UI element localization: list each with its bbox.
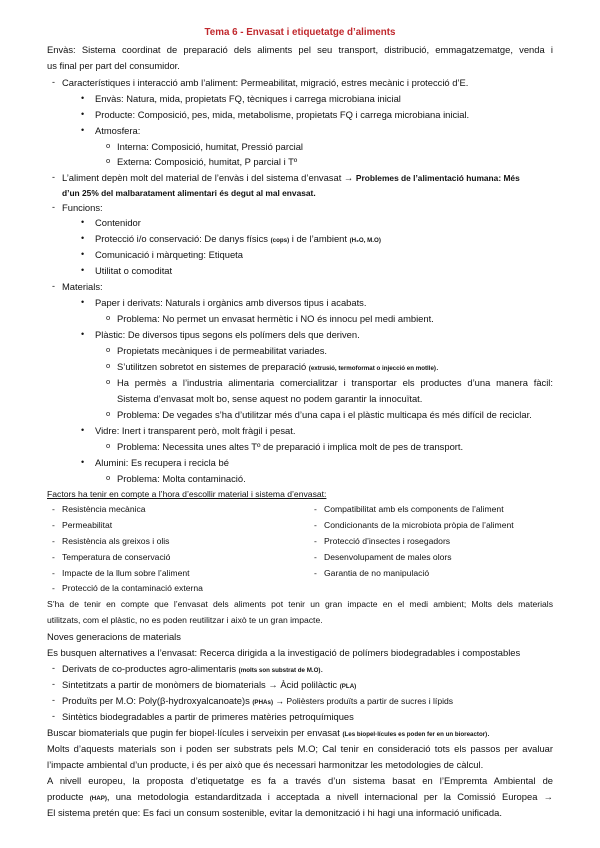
dash-bullet: -: [52, 695, 55, 705]
dependence-line: L’aliment depèn molt del material de l’envàs i del sistema d’envasat → Problemes de l’alimentació humana: Més: [62, 172, 520, 183]
impact-line-1: S’ha de tenir en compte que l’envasat dels aliments pot tenir un gran impacte en el medi ambient; Molts dels materials: [47, 599, 553, 609]
atmosfera-line: Atmosfera:: [95, 125, 141, 136]
plastic-industry-line: Ha permès a l’industria alimentaria comercialitzar i transportar els productes d’una manera fàcil:: [117, 377, 553, 388]
factor-left-item: Impacte de la llum sobre l’aliment: [62, 568, 190, 578]
circle-bullet: o: [106, 345, 111, 354]
dash-bullet: -: [314, 568, 317, 578]
factor-left-item: Resistència mecànica: [62, 504, 146, 514]
alumini-line: Alumini: Es recupera i recicla bé: [95, 457, 229, 468]
factors-heading: Factors ha tenir en compte a l’hora d’escollir material i sistema d’envasat:: [47, 489, 327, 499]
dot-bullet: •: [81, 265, 85, 275]
alumini-problem-line: Problema: Molta contaminació.: [117, 473, 246, 484]
substrats-line-2: l’impacte ambiental d’un producte, i és per això que és necessari harmonitzar les metodologies de càlcul.: [47, 759, 484, 770]
dot-bullet: •: [81, 217, 85, 227]
dash-bullet: -: [52, 552, 55, 562]
dot-bullet: •: [81, 329, 85, 339]
dash-bullet: -: [314, 504, 317, 514]
interna-line: Interna: Composició, humitat, Pressió parcial: [117, 141, 304, 152]
factor-right-item: Compatibilitat amb els components de l’aliment: [324, 504, 504, 514]
dash-bullet: -: [52, 77, 55, 87]
contenidor-line: Contenidor: [95, 217, 141, 228]
circle-bullet: o: [106, 361, 111, 370]
sintetitzats-line: Sintetitzats a partir de monòmers de biomaterials → Àcid polilàctic (PLA): [62, 679, 357, 690]
factor-left-item: Resistència als greixos i olis: [62, 536, 170, 546]
vidre-problem-line: Problema: Necessita unes altes Tº de preparació i implica molt de pes de transport.: [117, 441, 464, 452]
dash-bullet: -: [52, 536, 55, 546]
impact-line-2: utilitzats, com el plàstic, no es poden reutilitzar i això te un gran impacte.: [47, 615, 323, 625]
dot-bullet: •: [81, 457, 85, 467]
plastic-line: Plàstic: De diversos tipus segons els polímers dels que deriven.: [95, 329, 360, 340]
dot-bullet: •: [81, 109, 85, 119]
circle-bullet: o: [106, 473, 111, 482]
plastic-properties-line: Propietats mecàniques i de permeabilitat variades.: [117, 345, 328, 356]
dash-bullet: -: [52, 504, 55, 514]
dot-bullet: •: [81, 249, 85, 259]
dash-bullet: -: [52, 520, 55, 530]
europeu-line-2: producte (HAP), una metodologia estandarditzada i acceptada a nivell internacional per la Comissió Europea →: [47, 791, 553, 802]
comunicacio-line: Comunicació i màrqueting: Etiqueta: [95, 249, 243, 260]
europeu-line-1: A nivell europeu, la proposta d’etiquetatge es fa a través d’un sistema basat en l’Empremta Ambiental de: [47, 775, 553, 786]
envas-line: Envàs: Natura, mida, propietats FQ, tècniques i carrega microbiana inicial: [95, 93, 401, 104]
dash-bullet: -: [52, 202, 55, 212]
materials-heading: Materials:: [62, 281, 103, 292]
dot-bullet: •: [81, 425, 85, 435]
plastic-systems-line: S’utilitzen sobretot en sistemes de preparació (extrusió, termoformat o injecció en motlle).: [117, 361, 439, 372]
dash-bullet: -: [314, 520, 317, 530]
dot-bullet: •: [81, 93, 85, 103]
derivats-line: Derivats de co-productes agro-alimentaris (molts son substrat de M.O).: [62, 663, 324, 674]
characteristics-line: Característiques i interacció amb l’aliment: Permeabilitat, migració, estres mecànic i protecció d’E.: [62, 77, 469, 88]
circle-bullet: o: [106, 441, 111, 450]
document-title: Tema 6 - Envasat i etiquetatge d’aliments: [204, 27, 396, 38]
definition-line-1: Envàs: Sistema coordinat de preparació dels aliments pel seu transport, distribució, emmagatzematge, venda i: [47, 44, 553, 55]
noves-generacions-heading: Noves generacions de materials: [47, 631, 181, 642]
dash-bullet: -: [52, 663, 55, 673]
dash-bullet: -: [52, 711, 55, 721]
alternatives-line: Es busquen alternatives a l’envasat: Recerca dirigida a la investigació de polímers biodegradables i compostables: [47, 647, 521, 658]
plastic-problem-line: Problema: De vegades s’ha d’utilitzar més d’una capa i el plàstic multicapa és més difícil de reciclar.: [117, 409, 532, 420]
producte-line: Producte: Composició, pes, mida, metabolisme, propietats FQ i carrega microbiana inicial.: [95, 109, 470, 120]
externa-line: Externa: Composició, humitat, P parcial i Tº: [117, 156, 298, 167]
factor-right-item: Desenvolupament de males olors: [324, 552, 452, 562]
paper-line: Paper i derivats: Naturals i orgànics amb diversos tipus i acabats.: [95, 297, 367, 308]
dash-bullet: -: [52, 583, 55, 593]
factor-left-item: Temperatura de conservació: [62, 552, 171, 562]
circle-bullet: o: [106, 313, 111, 322]
factor-right-item: Garantia de no manipulació: [324, 568, 430, 578]
sintetics-line: Sintètics biodegradables a partir de primeres matèries petroquímiques: [62, 711, 354, 722]
dot-bullet: •: [81, 125, 85, 135]
factor-right-item: Protecció d’insectes i rosegadors: [324, 536, 451, 546]
factor-right-item: Condicionants de la microbiota pròpia de l’aliment: [324, 520, 514, 530]
dash-bullet: -: [314, 536, 317, 546]
sistema-line: El sistema pretén que: Es faci un consum sostenible, evitar la demonització i hi hagi una informació unificada.: [47, 807, 502, 818]
dash-bullet: -: [52, 172, 55, 182]
circle-bullet: o: [106, 409, 111, 418]
definition-line-2: us final per part del consumidor.: [47, 60, 180, 71]
substrats-line-1: Molts d’aquests materials son i poden ser substrats pels M.O; Cal tenir en consideració tots els passos per avaluar: [47, 743, 553, 754]
dash-bullet: -: [52, 679, 55, 689]
dash-bullet: -: [52, 568, 55, 578]
proteccio-line: Protecció i/o conservació: De danys físics (cops) i de l’ambient (H₂O, M.O): [95, 233, 381, 244]
paper-problem-line: Problema: No permet un envasat hermètic i NO és innocu pel medi ambient.: [117, 313, 434, 324]
dot-bullet: •: [81, 297, 85, 307]
dash-bullet: -: [52, 281, 55, 291]
vidre-line: Vidre: Inert i transparent però, molt fràgil i pesat.: [95, 425, 296, 436]
utilitat-line: Utilitat o comoditat: [95, 265, 173, 276]
circle-bullet: o: [106, 141, 111, 150]
produits-line: Produïts per M.O: Poly(β-hydroxyalcanoate)s (PHAs) → Polièsters produïts a partir de sucres i lípids: [62, 695, 454, 706]
factor-left-item: Protecció de la contaminació externa: [62, 583, 203, 593]
circle-bullet: o: [106, 377, 111, 386]
funcions-heading: Funcions:: [62, 202, 103, 213]
dot-bullet: •: [81, 233, 85, 243]
factor-left-item: Permeabilitat: [62, 520, 113, 530]
plastic-industry-line-2: Sistema d’envasat molt bo, sense aquest no podem garantir la innocuïtat.: [117, 393, 423, 404]
circle-bullet: o: [106, 156, 111, 165]
dash-bullet: -: [314, 552, 317, 562]
biomaterials-line: Buscar biomaterials que pugin fer biopel·lícules i serveixin per envasat (Les biopel·lícules es poden fer en un bioreactor).: [47, 727, 490, 738]
malbaratament-line: d’un 25% del malbaratament alimentari és degut al mal envasat.: [62, 188, 316, 198]
